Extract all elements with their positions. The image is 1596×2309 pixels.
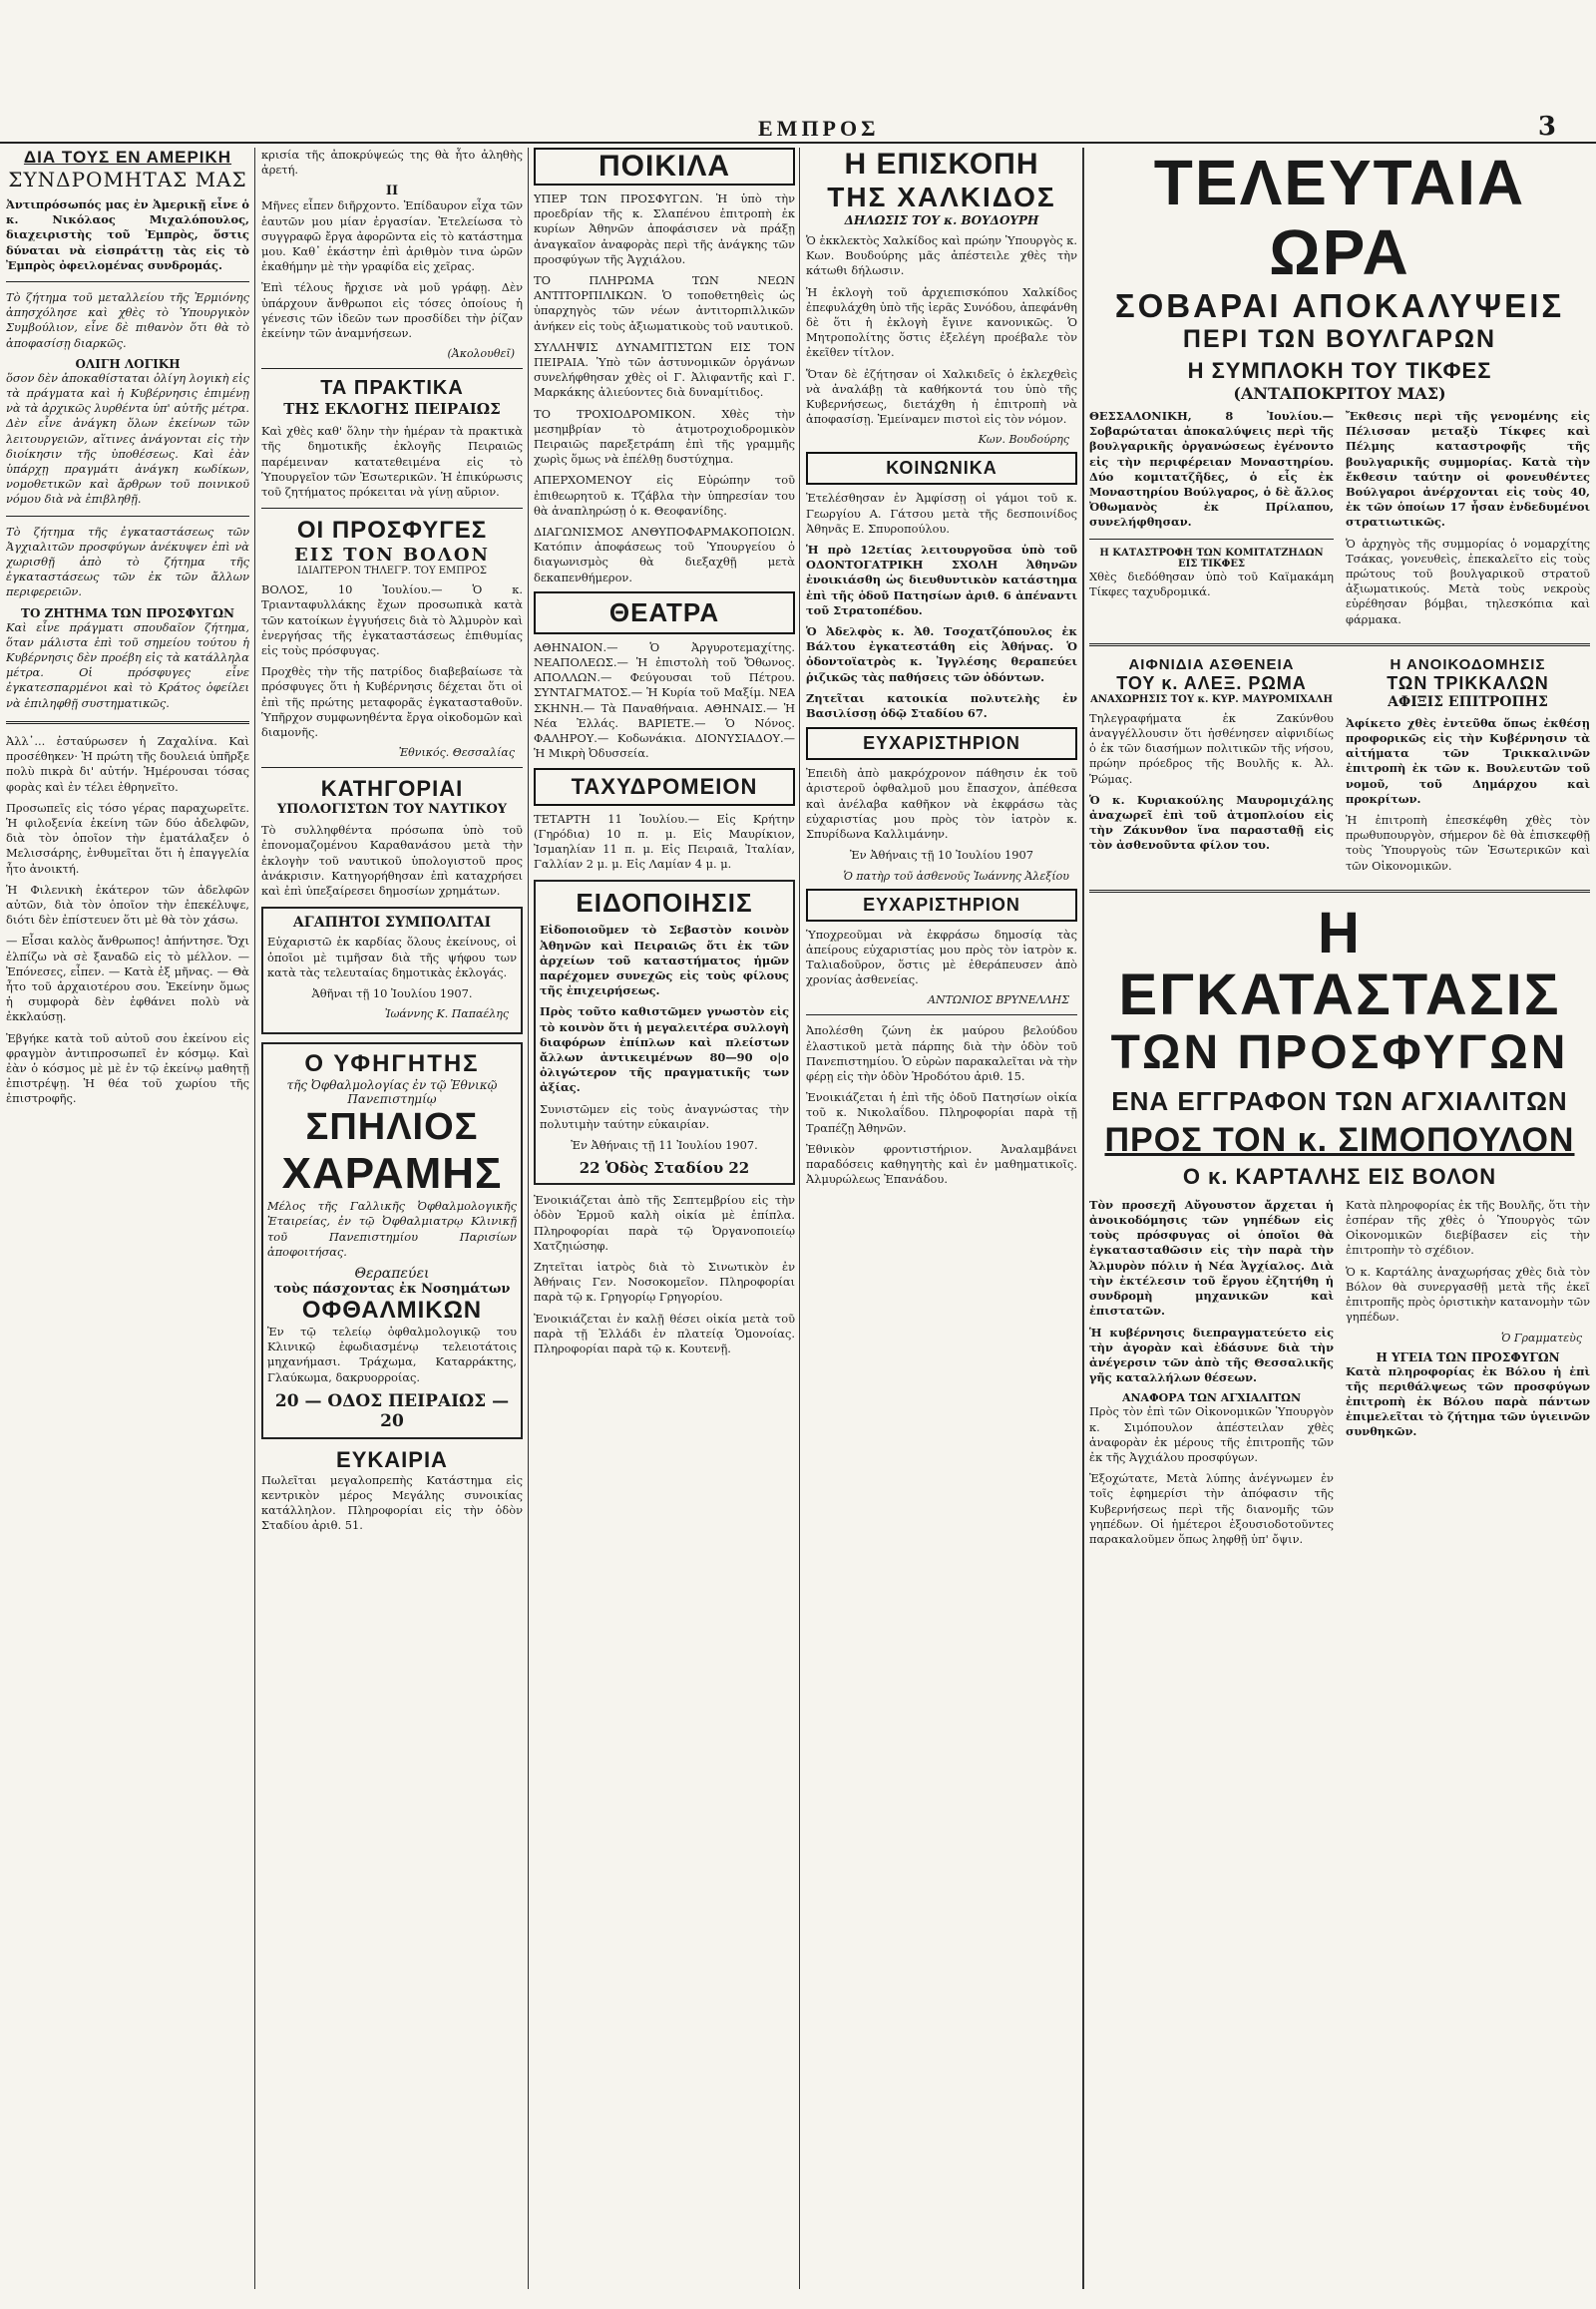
headline: ΕΥΚΑΙΡΙΑ bbox=[336, 1446, 448, 1472]
article-text: Πρὸς τὸν ἐπὶ τῶν Οἰκονομικῶν Ὑπουργὸν κ. Σιμόπουλον ἀπέστειλαν χθὲς ἀναφορὰν ἐκ μέρους τῆς ἐπιτροπῆς τῶν ἐκ τῆς Ἀγχιάλου προσφύγων. bbox=[1089, 1404, 1334, 1464]
two-column-block bbox=[1089, 1198, 1590, 1553]
ad-address: 22 Ὁδὸς Σταδίου 22 bbox=[579, 1159, 750, 1178]
article-text: Ἔκθεσις περὶ τῆς γενομένης εἰς Πέλισσαν μεταξὺ Τίκφες καὶ Πέλμης καταστροφῆς τῆς βουλγαρικῆς συμμορίας. Κατὰ τὴν ἔκθεσιν ταύτην οἱ φονευθέντες Βούλγαροι ἀνέρχονται εἰς τοὺς 40, ἐκ τῶν ὁποίων 17 ἦσαν ἐνδεδυμένοι στρατιωτικῶς. bbox=[1346, 409, 1590, 530]
signature: Ἐθνικός. Θεσσαλίας bbox=[398, 746, 515, 760]
classified-text: Ἐνοικιάζεται ἀπὸ τῆς Σεπτεμβρίου εἰς τὴν ὁδὸν Ἑρμοῦ καλὴ οἰκία μὲ ἐπίπλα. Πληροφορίαι παρὰ τῷ Ὀργανοποιείῳ Χατζηιώσηφ. bbox=[534, 1193, 795, 1253]
headline: ΕΥΧΑΡΙΣΤΗΡΙΟΝ bbox=[806, 727, 1077, 760]
advertisement bbox=[261, 1042, 523, 1439]
headline: ΔΙΑ ΤΟΥΣ ΕΝ ΑΜΕΡΙΚΗ bbox=[23, 148, 232, 167]
signature: Ἰωάννης Κ. Παπαέλης bbox=[384, 1007, 509, 1021]
theatre-listing: ΑΘΗΝΑΙΟΝ.— Ὁ Ἀργυροτεμαχίτης. ΝΕΑΠΟΛΕΩΣ.— Ἡ ἐπιστολὴ τοῦ Ὄθωνος. ΑΠΟΛΛΩΝ.— Φεύγουσαι τοῦ Πέτρου. ΣΥΝΤΑΓΜΑΤΟΣ.— Ἡ Κυρία τοῦ Μαξίμ. ΝΕΑ ΣΚΗΝΗ.— Τὰ Παναθήναια. ΑΘΗΝΑΙΣ.— Ἡ Νέα Ἐλλάς. ΒΑΡΙΕΤΕ.— Ὁ Νόνος. ΦΑΛΗΡΟΥ.— Κοδωνάκια. ΔΙΟΝΥΣΙΑΔΟΥ.— Ἡ Μικρὴ Ὀδυσσεία. bbox=[534, 639, 795, 761]
newspaper-title: ΕΜΠΡΟΣ bbox=[758, 116, 880, 141]
article-text: ΒΟΛΟΣ, 10 Ἰουλίου.— Ὁ κ. Τριανταφυλλάκης ἔχων προσωπικὰ κατὰ τῶν κατοίκων ἐγγυήσεις διὰ τὸ Ἀλμυρὸν καὶ ἐνεργήσας τῆς ἐγκαταστάσεως ἐπιθυμίας εἰς τοὺς πρόσφυγας. bbox=[261, 582, 523, 658]
sub-column bbox=[1089, 1198, 1334, 1553]
headline: ΕΙΣ ΤΟΝ ΒΟΛΟΝ bbox=[294, 545, 490, 567]
serial-text: Προσωπεῖς εἰς τόσο γέρας παραχωρεῖτε. Ἡ φιλοξενία ἐκείνη τῶν δύο ἀδελφῶν, διὰ τὸν ὁποῖον τὴν ἐματάλαξεν ὁ Μελισσάρης, ἐνθυμεῖται ὅτι ἡ ἐπαγγελία ἦτο ἀνοικτή. bbox=[6, 800, 249, 876]
serial-text: — Εἶσαι καλὸς ἄνθρωπος! ἀπήντησε. Ὄχι ἐλπίζω νὰ σὲ ξαναδῶ εἰς τὸ μέλλον. — Ἐπόνεσες, εἶπεν. — Κατὰ ἐξ μῆνας. — Θὰ ἦτο τοῦ ἀρχαιοτέρου σου. Ἐκείνην ὅμως ἡ συμφορὰ δὲν ἐφθάνει πολὺ νὰ ἐκκλαύσῃ. bbox=[6, 934, 249, 1024]
article-text: Προχθὲς τὴν τῆς πατρίδος διαβεβαίωσε τὰ πρόσφυγες ὅτι ἡ Κυβέρνησις δέχεται ὅτι οἱ ἐπὶ τῆς πρώτης μεταφορᾶς ἐγκατασταθοῦν. Ὑπῆρχον συμφωνηθέντα ἔργα οἰκοδομῶν καὶ διαμονῆς. bbox=[261, 664, 523, 740]
postal-listing: ΤΕΤΑΡΤΗ 11 Ἰουλίου.— Εἰς Κρήτην (Γηρόδια) 10 π. μ. Εἰς Μαυρίκιον, Ἰσμαηλίαν 11 π. μ. Εἰς Πειραιᾶ, Ἰταλίαν, Γαλλίαν 2 μ. μ. Εἰς Λαμίαν 4 μ. μ. bbox=[534, 811, 795, 872]
ad-name: ΣΠΗΛΙΟΣ bbox=[305, 1106, 479, 1149]
notice-text: Εὐχαριστῶ ἐκ καρδίας ὅλους ἐκείνους, οἱ ὁποῖοι μὲ τιμῆσαν διὰ τῆς ψήφου των κατὰ τὰς τελευταίας δημοτικὰς ἐκλογάς. bbox=[267, 935, 517, 979]
article-text: Τὸν προσεχῆ Αὔγουστον ἄρχεται ἡ ἀνοικοδόμησις τῶν γηπέδων εἰς τοὺς πρόσφυγας οἱ ὁποῖοι θὰ ἐγκατασταθῶσιν εἰς τὴν παρὰ τὴν Ἀλμυρὸν πόλιν ἡ Νέα Ἀγχίαλος. Διὰ τὴν ἐκτέλεσιν τοῦ ἔργου ἐζητήθη ἡ συνδρομὴ μηχανικῶν καὶ ἐπιστατῶν. bbox=[1089, 1197, 1334, 1319]
sub-column bbox=[1089, 656, 1334, 880]
classified-text: Ἀπολέσθη ζώνη ἐκ μαύρου βελούδου ἐλαστικοῦ μετὰ πάρπης διὰ τὴν ὁδὸν τοῦ Πανεπιστημίου. Ὁ εὑρὼν παρακαλεῖται νὰ τὴν φέρῃ εἰς τὴν ὁδὸν Ἡροδότου ἀριθ. 15. bbox=[806, 1023, 1077, 1083]
signature: Κων. Βουδούρης bbox=[978, 433, 1069, 447]
headline: ΠΕΡΙ ΤΩΝ ΒΟΥΛΓΑΡΩΝ bbox=[1182, 325, 1497, 353]
signature: Ὁ πατὴρ τοῦ ἀσθενοῦς Ἰωάννης Ἀλεξίου bbox=[843, 869, 1069, 883]
headline: ΠΟΙΚΙΛΑ bbox=[534, 148, 795, 186]
divider bbox=[1089, 890, 1590, 893]
ad-text: Ἐν τῷ τελείῳ ὀφθαλμολογικῷ του Κλινικῷ ἐφωδιασμένῳ τελειοτάτοις μηχανήμασι. Τράχωμα, Καταρράκτης, Γλαύκωμα, δακρυορροίας. bbox=[267, 1324, 517, 1384]
column-rule bbox=[1082, 148, 1084, 2289]
headline: ΤΑΧΥΔΡΟΜΕΙΟΝ bbox=[534, 768, 795, 806]
headline: ΤΗΣ ΕΚΛΟΓΗΣ ΠΕΙΡΑΙΩΣ bbox=[283, 400, 501, 419]
column-4 bbox=[806, 148, 1077, 2289]
serial-text: Μῆνες εἶπεν διῆρχοντο. Ἐπίδαυρον εἶχα τῶν ἑαυτῶν μου μίαν ἐργασίαν. Ἐτελείωσα τὸ συγγραφῶ ἔργα ἀφορῶντα εἰς τὸ κατάστημα μου. Καθ᾽ ἑκάστην ἐπὶ ἀριθμὸν τινα ὡρῶν ἐκαθήμην μὲ τὴν γραφίδα εἰς χεῖρας. bbox=[261, 198, 523, 274]
divider bbox=[261, 508, 523, 509]
ad-name: ΧΑΡΑΜΗΣ bbox=[281, 1149, 503, 1199]
notice-text: Ἀντιπρόσωπός μας ἐν Ἀμερικῇ εἶνε ὁ κ. Νικόλαος Μιχαλόπουλος, διαχειριστὴς τοῦ Ἐμπρὸς, ὅστις δύναται νὰ εἰσπράττῃ τὰς εἰς τὸ Ἐμπρὸς ὀφειλομένας συνδρομάς. bbox=[6, 197, 249, 272]
article-text: Καὶ χθὲς καθ' ὅλην τὴν ἡμέραν τὰ πρακτικὰ τῆς δημοτικῆς ἐκλογῆς Πειραιῶς παρέμειναν κατατεθειμένα εἰς τὸ Ὑπουργεῖον τῶν Ἐσωτερικῶν. Ἡ ἐπικύρωσις τοῦ ζητήματος πρόκειται νὰ γίνῃ αὔριον. bbox=[261, 424, 523, 500]
subheading: ΙΔΙΑΙΤΕΡΟΝ ΤΗΛΕΓΡ. ΤΟΥ ΕΜΠΡΟΣ bbox=[297, 566, 487, 577]
notice-text: Ὑποχρεοῦμαι νὰ ἐκφράσω δημοσίᾳ τὰς ἀπείρους εὐχαριστίας μου πρὸς τὸν ἰατρὸν κ. Ταλιαδοῦρον, ὅστις μὲ ἐθεράπευσεν ἀπὸ χρονίας ἀσθενείας. bbox=[806, 927, 1077, 987]
advertisement bbox=[534, 880, 795, 1185]
article-text: Τὸ ζήτημα τοῦ μεταλλείου τῆς Ἑρμιόνης ἀπησχόλησε καὶ χθὲς τὸ Ὑπουργικὸν Συμβούλιον, εἶνε δὲ πιθανὸν ὅτι θὰ τὸ ἀποφασίσῃ διαρκῶς. bbox=[6, 290, 249, 350]
ad-date: Ἐν Ἀθήναις τῇ 11 Ἰουλίου 1907. bbox=[571, 1137, 758, 1152]
side-heading: ΑΝΑΦΟΡΑ ΤΩΝ ΑΓΧΙΑΛΙΤΩΝ bbox=[1121, 1391, 1302, 1405]
section-number: II bbox=[385, 184, 399, 199]
news-item: ΤΟ ΤΡΟΧΙΟΔΡΟΜΙΚΟΝ. Χθὲς τὴν μεσημβρίαν τὸ ἀτμοτροχιοδρομικὸν Πειραιῶς παρεξετράπη ἐπὶ τῆς γραμμῆς χωρὶς ὅμως νὰ ἐπέλθῃ δυστύχημα. bbox=[534, 406, 795, 467]
ad-text: Συνιστῶμεν εἰς τοὺς ἀναγνώστας τὴν πολυτιμὴν ταύτην εὐκαιρίαν. bbox=[540, 1101, 789, 1131]
ad-heading: Ο ΥΦΗΓΗΤΗΣ bbox=[304, 1050, 480, 1078]
article-text: Ἐξοχώτατε, Μετὰ λύπης ἀνέγνωμεν ἐν τοῖς ἐφημερίσι τὴν ἀπόφασιν τῆς Κυβερνήσεως περὶ τῆς διανομῆς τῶν γηπέδων. Οἱ ἡμέτεροι ἐξουσιοδοτοῦντες παρακαλοῦμεν ὅπως ληφθῇ ὑπ' ὄψιν. bbox=[1089, 1471, 1334, 1546]
social-item: Ζητεῖται κατοικία πολυτελὴς ἐν Βασιλίσσῃ ὁδῷ Σταδίου 67. bbox=[806, 690, 1077, 721]
article-text: Κατὰ πληροφορίας ἐκ Βόλου ἡ ἐπὶ τῆς περιθάλψεως τῶν προσφύγων ἐπιτροπὴ ἐκ Βόλου παρὰ πάντων ἐπιμελεῖται τὸ ζήτημα τῶν ὑγιεινῶν συνθηκῶν. bbox=[1346, 1363, 1590, 1439]
article-text: Καὶ εἶνε πράγματι σπουδαῖον ζήτημα, ὅταν μάλιστα ἐπὶ τοῦ σημείου τούτου ἡ Κυβέρνησις δὲν προέβη εἰς τὰ κατάλληλα μέτρα. Οἱ πρόσφυγες εἶνε ἐγκατεσπαρμένοι καὶ τὸ Κράτος ὀφείλει νὰ ἐπιληφθῇ συστηματικῶς. bbox=[6, 619, 249, 710]
ad-heading: ΕΙΔΟΠΟΙΗΣΙΣ bbox=[576, 888, 753, 919]
ad-address: 20 — ΟΔΟΣ ΠΕΙΡΑΙΩΣ — 20 bbox=[274, 1390, 510, 1431]
column-5 bbox=[1089, 148, 1590, 2289]
headline: ΤΕΛΕΥΤΑΙΑ ΩΡΑ bbox=[1153, 148, 1526, 288]
divider bbox=[6, 281, 249, 282]
divider bbox=[261, 368, 523, 369]
column-2 bbox=[261, 148, 523, 2289]
article-text: Ἡ κυβέρνησις διεπραγματεύετο εἰς τὴν ἀγορὰν καὶ ἐδάσυνε διὰ τὴν ἀνέγερσιν τῶν ἀπὸ τῆς Θεσσαλικῆς γῆς καταλλήλων θέσεων. bbox=[1089, 1325, 1334, 1385]
side-heading: ΤΟ ΖΗΤΗΜΑ ΤΩΝ ΠΡΟΣΦΥΓΩΝ bbox=[21, 605, 234, 620]
subheading: ΔΗΛΩΣΙΣ ΤΟΥ κ. ΒΟΥΔΟΥΡΗ bbox=[844, 213, 1039, 227]
divider bbox=[261, 767, 523, 768]
headline: ΘΕΑΤΡΑ bbox=[534, 591, 795, 634]
ad-text: Μέλος τῆς Γαλλικῆς Ὀφθαλμολογικῆς Ἑταιρείας, ἐν τῷ Ὀφθαλμιατρῳ Κλινικῇ τοῦ Πανεπιστημίου Παρισίων ἀποφοιτήσας. bbox=[267, 1199, 517, 1259]
article-text: Ὅταν δὲ ἐζήτησαν οἱ Χαλκιδεῖς ὁ ἐκλεχθεὶς νὰ ἀναλάβῃ τὰ καθήκοντά του ὑπὸ τῆς Κυβερνήσεως, διετάχθη ἡ ἐπιτροπὴ νὰ ἀποφασίσῃ. Ἐμείναμεν πιστοὶ εἰς τὸν νόμον. bbox=[806, 366, 1077, 427]
side-heading: Η ΥΓΕΙΑ ΤΩΝ ΠΡΟΣΦΥΓΩΝ bbox=[1376, 1349, 1560, 1364]
signature: ΑΝΤΩΝΙΟΣ ΒΡΥΝΕΛΛΗΣ bbox=[928, 993, 1069, 1007]
headline: Ο κ. ΚΑΡΤΑΛΗΣ ΕΙΣ ΒΟΛΟΝ bbox=[1182, 1163, 1497, 1189]
classified-text: Ἐνοικιάζεται ἡ ἐπὶ τῆς ὁδοῦ Πατησίων οἰκία τοῦ κ. Νικολαΐδου. Πληροφορίαι παρὰ τῇ Τραπέζῃ Ἀθηνῶν. bbox=[806, 1090, 1077, 1135]
article-text: ὅσον δὲν ἀποκαθίσταται ὀλίγη λογικὴ εἰς τὰ πράγματα καὶ ἡ Κυβέρνησις ἐπιμένῃ νὰ τὰ ἀρχικῶς λυρθέντα ὑπ' αὐτῆς μέτρα. Δὲν εἶνε ἀνάγκη ὅλων ἐκείνων τῶν λειτουργειῶν, αἵτινες ἀνάγονται εἰς τὴν διοίκησιν τῆς ὑποθέσεως. Καὶ ἐὰν ὑπάρχῃ πραγμάτι ἀνάγκη κωδίκων, νομοθετικῶν καὶ ἄρθρων τοῦ ποινικοῦ νόμου διὰ νὰ ἐπιβληθῇ. bbox=[6, 370, 249, 507]
article-text: Ὁ ἐκκλεκτὸς Χαλκίδος καὶ πρώην Ὑπουργὸς κ. Κων. Βουδούρης μᾶς ἀπέστειλε χθὲς τὴν κάτωθι δήλωσιν. bbox=[806, 233, 1077, 278]
headline: ΕΥΧΑΡΙΣΤΗΡΙΟΝ bbox=[806, 889, 1077, 922]
social-item: Ἡ πρὸ 12ετίας λειτουργοῦσα ὑπὸ τοῦ ΟΔΟΝΤΟΓΑΤΡΙΚΗ ΣΧΟΛΗ Ἀθηνῶν ἐνοικιάσθη ὡς διευθυντικὸν κατάστημα ἐπὶ τῆς ὁδοῦ Πατησίων ἀριθ. 6 ἀπέναντι τοῦ Στρατοπέδου. bbox=[806, 543, 1077, 617]
page-number: 3 bbox=[1537, 112, 1556, 142]
article-text: Ἡ ἐπιτροπὴ ἐπεσκέφθη χθὲς τὸν πρωθυπουργὸν, σήμερον δὲ θὰ ἐπισκεφθῇ τοὺς Ὑπουργοὺς τῶν Ἐσωτερικῶν καὶ τῶν Οἰκονομικῶν. bbox=[1346, 813, 1590, 873]
continuation-note: (Ἀκολουθεῖ) bbox=[447, 347, 515, 361]
headline: ΤΟΥ κ. ΑΛΕΞ. ΡΩΜΑ bbox=[1116, 672, 1307, 693]
headline: ΣΟΒΑΡΑΙ ΑΠΟΚΑΛΥΨΕΙΣ bbox=[1114, 287, 1565, 324]
headline: Η ΕΓΚΑΤΑΣΤΑΣΙΣ bbox=[1118, 900, 1561, 1027]
notice-date: Ἀθῆναι τῇ 10 Ἰουλίου 1907. bbox=[311, 985, 473, 1000]
article-text: Τὸ συλληφθέντα πρόσωπα ὑπὸ τοῦ ἐπονομαζομένου Καραθανάσου μετὰ τὴν ἐκλογὴν τοῦ ναυτικοῦ ὑπολογιστοῦ προς ἀνάκρισιν. Κατηγορήθησαν ἐπὶ καταχρήσει καὶ ἐπὶ ὑπεξαίρεσει δημοσίων χρημάτων. bbox=[261, 823, 523, 899]
headline: ΤΗΣ ΧΑΛΚΙΔΟΣ bbox=[827, 182, 1056, 212]
column-rule bbox=[799, 148, 800, 2289]
classified-text: Ἐθνικὸν φροντιστήριον. Ἀναλαμβάνει παραδόσεις καθηγητὴς καὶ ἐν μαθηματικοῖς. Ἀλμυρώλεως Ἐπανάδου. bbox=[806, 1141, 1077, 1187]
headline: ΠΡΟΣ ΤΟΝ κ. ΣΙΜΟΠΟΥΛΟΝ bbox=[1104, 1120, 1575, 1159]
column-1 bbox=[6, 148, 249, 2289]
news-item: ΣΥΛΛΗΨΙΣ ΔΥΝΑΜΙΤΙΣΤΩΝ ΕΙΣ ΤΟΝ ΠΕΙΡΑΙΑ. Ὑπὸ τῶν ἀστυνομικῶν ὀργάνων συνελήφθησαν χθὲς οἱ Γ. Ἀλιφαντῆς καὶ Γ. Μαρκάκης ἀλιεύοντες διὰ δυναμίτιδος. bbox=[534, 339, 795, 400]
headline: ΑΙΦΝΙΔΙΑ ΑΣΘΕΝΕΙΑ bbox=[1128, 655, 1295, 673]
headline: Η ΣΥΜΠΛΟΚΗ ΤΟΥ ΤΙΚΦΕΣ bbox=[1187, 358, 1492, 383]
sub-column bbox=[1089, 409, 1334, 633]
two-column-block bbox=[1089, 409, 1590, 633]
news-item: ΑΠΕΡΧΟΜΕΝΟΥ εἰς Εὐρώπην τοῦ ἐπιθεωρητοῦ κ. Τζάβλα τὴν ὑπηρεσίαν του θὰ ἀναπληρώσῃ ὁ κ. Θεοφανίδης. bbox=[534, 473, 795, 518]
sub-column bbox=[1346, 656, 1590, 880]
column-rule bbox=[528, 148, 529, 2289]
article-text: Κατὰ πληροφορίας ἐκ τῆς Βουλῆς, ὅτι τὴν ἐσπέραν τῆς χθὲς ὁ Ὑπουργὸς τῶν Οἰκονομικῶν διεβίβασεν εἰς τὴν ἐπιτροπὴν τὸ σχέδιον. bbox=[1346, 1197, 1590, 1258]
serial-text: Ἀλλ᾽... ἐσταύρωσεν ἡ Ζαχαλίνα. Καὶ προσέθηκεν· Ἡ πρώτη τῆς δουλειά ὑπῆρξε πολὺ πικρὰ δι' αὐτήν. Ἡμέρουσαι τόσας φορὰς καὶ ἐν τέλει ἐθρηνεῖτο. bbox=[6, 733, 249, 794]
headline: ΤΑ ΠΡΑΚΤΙΚΑ bbox=[320, 377, 464, 400]
signature: Ὁ Γραμματεὺς bbox=[1500, 1331, 1582, 1345]
sub-column bbox=[1346, 1198, 1590, 1553]
column-rule bbox=[254, 148, 255, 2289]
headline: ΤΩΝ ΤΡΙΚΚΑΛΩΝ bbox=[1387, 672, 1549, 693]
ad-text: τοὺς πάσχοντας ἐκ Νοσημάτων bbox=[273, 1281, 511, 1297]
article-text: Ἀφίκετο χθὲς ἐντεῦθα ὅπως ἐκθέσῃ προφορικῶς εἰς τὴν Κυβέρνησιν τὰ αἰτήματα τῶν Τρικκαλινῶν ἐπιτροπὴ ἐκ τῶν κ. Βουλευτῶν τοῦ νομοῦ, τοῦ Δημάρχου καὶ προκρίτων. bbox=[1346, 715, 1590, 806]
headline: Η ΕΠΙΣΚΟΠΗ bbox=[844, 148, 1039, 181]
classified-text: Ἐνοικιάζεται ἐν καλῇ θέσει οἰκία μετὰ τοῦ παρὰ τῇ Ἑλλάδι ἐν πλατείᾳ Ὁμονοίας. Πληροφορίαι παρὰ τῷ κ. Κουτενῇ. bbox=[534, 1311, 795, 1355]
news-item: ΔΙΑΓΩΝΙΣΜΟΣ ΑΝΘΥΠΟΦΑΡΜΑΚΟΠΟΙΩΝ. Κατόπιν ἀποφάσεως τοῦ Ὑπουργείου ὁ διαγωνισμὸς θὰ διεξαχθῇ μετὰ δεκαπενθήμερον. bbox=[534, 525, 795, 584]
serial-text: Ἐπὶ τέλους ἤρχισε νὰ μοῦ γράφῃ. Δὲν ὑπάρχουν ἄνθρωποι εἰς τόσες ὁποίους ἡ γένεσις τῶν ἰδεῶν των προσδίδει τὴν ῥίζαν ἐκείνην τῶν ἀναμνήσεων. bbox=[261, 280, 523, 341]
masthead bbox=[0, 110, 1596, 144]
headline: ΕΝΑ ΕΓΓΡΑΦΟΝ ΤΩΝ ΑΓΧΙΑΛΙΤΩΝ bbox=[1111, 1085, 1568, 1116]
news-item: ΤΟ ΠΛΗΡΩΜΑ ΤΩΝ ΝΕΩΝ ΑΝΤΙΤΟΡΠΙΛΙΚΩΝ. Ὁ τοποθετηθεὶς ὡς ὑπαρχηγὸς τῶν νέων ἀντιτορπιλλικῶν ἀνήκεν εἰς τοὺς ἀξιωματικοὺς τοῦ ναυτικοῦ. bbox=[534, 273, 795, 333]
article-text: Ὁ ἀρχηγὸς τῆς συμμορίας ὁ νομαρχίτης Τσάκας, γονευθεὶς, ἐπεκαλεῖτο εἰς τοὺς πρώτους τοῦ βουλγαρικοῦ στρατοῦ ἀξιωματικούς. Μετὰ τοὺς νεκροὺς εὑρέθησαν βόμβαι, τηλεσκόπια καὶ φάρμακα. bbox=[1346, 536, 1590, 626]
ad-text: Θεραπεύει bbox=[354, 1265, 430, 1282]
sub-column bbox=[1346, 409, 1590, 633]
headline: ΟΙ ΠΡΟΣΦΥΓΕΣ bbox=[296, 517, 488, 545]
divider bbox=[1089, 539, 1334, 540]
article-text: Ἡ ἐκλογὴ τοῦ ἀρχιεπισκόπου Χαλκίδος ἐπεφυλάχθη ὑπὸ τῆς ἱερᾶς Συνόδου, ἀπεφάνθη δὲ ὅτι ἡ ἐκλογὴ ἔγινε κανονικῶς. Ὁ Μητροπολίτης ὅστις ἐξελέγη προέβαλε τὸν ἐκεῖθεν τίτλον. bbox=[806, 284, 1077, 360]
headline: Η ΑΝΟΙΚΟΔΟΜΗΣΙΣ bbox=[1390, 655, 1546, 673]
notice-box bbox=[261, 907, 523, 1034]
serial-text: Ἡ Φιλενικὴ ἐκάτερον τῶν ἀδελφῶν αὐτῶν, διὰ τὸν ὁποῖον τὴν ἐπεκέλυψε, διότι δὲν ἐπίστευεν ὅτι μὲ θὰ τὸν χάσω. bbox=[6, 882, 249, 928]
ad-text: Εἰδοποιοῦμεν τὸ Σεβαστὸν κοινὸν Ἀθηνῶν καὶ Πειραιῶς ὅτι ἐκ τῶν ἀρχείων τοῦ καταστήματος ἡμῶν παρέχομεν συνεχῶς εἰς τοὺς φίλους τῆς ἐπιχειρήσεως. bbox=[540, 923, 789, 998]
headline: ΥΠΟΛΟΓΙΣΤΩΝ ΤΟΥ ΝΑΥΤΙΚΟΥ bbox=[276, 802, 508, 818]
divider bbox=[6, 721, 249, 724]
headline: ΤΩΝ ΠΡΟΣΦΥΓΩΝ bbox=[1110, 1025, 1569, 1079]
serial-text: κρισία τῆς ἀποκρύψεώς της θὰ ἦτο ἀληθὴς ἀρετή. bbox=[261, 148, 523, 178]
article-text: Ὁ κ. Καρτάλης ἀναχωρήσας χθὲς διὰ τὸν Βόλον θὰ συνεργασθῇ μετὰ τῆς ἐκεῖ ἐπιτροπῆς πρὸς ὁριστικὴν κατανομὴν τῶν γηπέδων. bbox=[1346, 1264, 1590, 1325]
ad-text: Πρὸς τοῦτο καθιστῶμεν γνωστὸν εἰς τὸ κοινὸν ὅτι ἡ μεγαλειτέρα συλλογὴ διαφόρων ἐπίπλων καὶ πλείστων ἄλλων ἀντικειμένων 80—90 ο|ο ὀλιγώτερον τῆς πραγματικῆς των ἀξίας. bbox=[540, 1004, 789, 1095]
two-column-block bbox=[1089, 656, 1590, 880]
serial-text: Ἐβγήκε κατὰ τοῦ αὐτοῦ σου ἐκείνου εἰς φραγμὸν ἀντιπροσωπεῖ ἐν κόσμῳ. Καὶ ἐὰν ὁ κόσμος μὲ μὲ ἐν τῷ ἐκείνῳ μαθητῇ ἐπιστρέψῃ. Ἡ θέα τοῦ χωρίου τῆς ἐπιστροφῆς. bbox=[6, 1030, 249, 1106]
headline: ΚΟΙΝΩΝΙΚΑ bbox=[806, 452, 1077, 485]
subheading: (ΑΝΤΑΠΟΚΡΙΤΟΥ ΜΑΣ) bbox=[1233, 384, 1446, 403]
article-text: Τὸ ζήτημα τῆς ἐγκαταστάσεως τῶν Ἀγχιαλιτῶν προσφύγων ἀνέκυψεν ἐπὶ νὰ χωρισθῇ ἀπὸ τὸ ζήτημα τῆς ἐγκαταστάσεως τῶν ἐκ τῶν ἄλλων περιφερειῶν. bbox=[6, 524, 249, 599]
side-heading: ΟΛΙΓΗ ΛΟΓΙΚΗ bbox=[75, 356, 181, 371]
social-item: Ὁ Ἀδελφὸς κ. Ἀθ. Τσοχατζόπουλος ἐκ Βάλτου ἐγκατεστάθη εἰς Ἀθήνας. Ὁ ὀδοντοϊατρὸς κ. Ἰγγλέσης θεραπεύει ῥιζικῶς τὰς παθήσεις τῶν ὀδόντων. bbox=[806, 624, 1077, 684]
subheading: ΑΦΙΞΙΣ ΕΠΙΤΡΟΠΗΣ bbox=[1388, 693, 1548, 710]
divider bbox=[1089, 643, 1590, 646]
divider bbox=[806, 1014, 1077, 1015]
article-text: Ὁ κ. Κυριακούλης Μαυρομιχάλης ἀναχωρεῖ ἐπὶ τοῦ ἀτμοπλοίου εἰς τὴν Ζάκυνθον ἵνα παρασταθῇ εἰς τὸν ἀσθενοῦντα φίλον του. bbox=[1089, 792, 1334, 853]
news-item: ΥΠΕΡ ΤΩΝ ΠΡΟΣΦΥΓΩΝ. Ἡ ὑπὸ τὴν προεδρίαν τῆς κ. Σλαπένου ἐπιτροπὴ ἐκ κυρίων Ἀθηνῶν ἀποφάσισεν νὰ πράξῃ ἀναγκαῖον ἀναφορὰς περὶ τῆς ἀνάγκης τῶν προσφύγων τῆς Ἀγχιάλου. bbox=[534, 192, 795, 266]
notice-date: Ἐν Ἀθήναις τῇ 10 Ἰουλίου 1907 bbox=[850, 848, 1033, 863]
ad-text: τῆς Ὀφθαλμολογίας ἐν τῷ Ἐθνικῷ Πανεπιστημίῳ bbox=[286, 1078, 498, 1107]
notice-heading: ΑΓΑΠΗΤΟΙ ΣΥΜΠΟΛΙΤΑΙ bbox=[292, 915, 492, 932]
side-heading: Η ΚΑΤΑΣΤΡΟΦΗ ΤΩΝ ΚΟΜΙΤΑΤΖΗΔΩΝ ΕΙΣ ΤΙΚΦΕΣ bbox=[1099, 547, 1324, 570]
social-item: Ἐτελέσθησαν ἐν Ἀμφίσσῃ οἱ γάμοι τοῦ κ. Γεωργίου Α. Γάτσου μετὰ τῆς δεσποινίδος Ἀθηνᾶς Ε. Σπυροπούλου. bbox=[806, 491, 1077, 536]
article-text: Τηλεγραφήματα ἐκ Ζακύνθου ἀναγγέλλουσιν ὅτι ἠσθένησεν αἰφνιδίως ὁ ἐκ τῶν διασήμων πολιτικῶν τῆς νήσου, πρώην πρόεδρος τῆς Βουλῆς κ. Ἀλ. Ῥώμας. bbox=[1089, 710, 1334, 786]
article-text: ΘΕΣΣΑΛΟΝΙΚΗ, 8 Ἰουλίου.— Σοβαρώταται ἀποκαλύψεις περὶ τῆς βουλγαρικῆς ὀργανώσεως ἐγένοντο εἰς τὴν περιφέρειαν Μοναστηρίου. Δύο κομιτατζῆδες, ὁ εἷς ἐκ Μοναστηρίου Βούλγαρος, ὁ δὲ ἄλλος Ὀθωμανὸς ἐκ Πρίλαπου, συνελήφθησαν. bbox=[1089, 409, 1334, 530]
column-3 bbox=[534, 148, 795, 2289]
ad-text: ΟΦΘΑΛΜΙΚΩΝ bbox=[301, 1296, 483, 1324]
headline: ΣΥΝΔΡΟΜΗΤΑΣ ΜΑΣ bbox=[8, 168, 247, 192]
divider bbox=[6, 516, 249, 517]
subheading: ΑΝΑΧΩΡΗΣΙΣ ΤΟΥ κ. ΚΥΡ. ΜΑΥΡΟΜΙΧΑΛΗ bbox=[1090, 693, 1333, 705]
article-text: Χθὲς διεδόθησαν ὑπὸ τοῦ Καϊμακάμη Τίκφες ταχυδρομικά. bbox=[1089, 569, 1334, 598]
classified-text: Ζητεῖται ἰατρὸς διὰ τὸ Σινωτικὸν ἐν Ἀθήναις Γεν. Νοσοκομεῖον. Πληροφορίαι παρὰ τῷ κ. Γρηγορίῳ Γρηγορίου. bbox=[534, 1259, 795, 1305]
classified-text: Πωλεῖται μεγαλοπρεπὴς Κατάστημα εἰς κεντρικὸν μέρος Μεγάλης συνοικίας κατάλληλον. Πληροφορίαι εἰς τὴν ὁδὸν Σταδίου ἀριθ. 51. bbox=[261, 1472, 523, 1533]
headline: ΚΑΤΗΓΟΡΙΑΙ bbox=[320, 776, 464, 802]
notice-text: Ἐπειδὴ ἀπὸ μακρόχρονον πάθησιν ἐκ τοῦ ἀριστεροῦ ὀφθαλμοῦ μου ἔπασχον, ἀπέθεσα καὶ ἀνέλαβα καθῆκον νὰ ἐκφράσω τὰς εὐχαριστίας μου πρὸς τὸν ἰατρὸν κ. Σπυρίδωνα Καλλιμάνην. bbox=[806, 766, 1077, 842]
